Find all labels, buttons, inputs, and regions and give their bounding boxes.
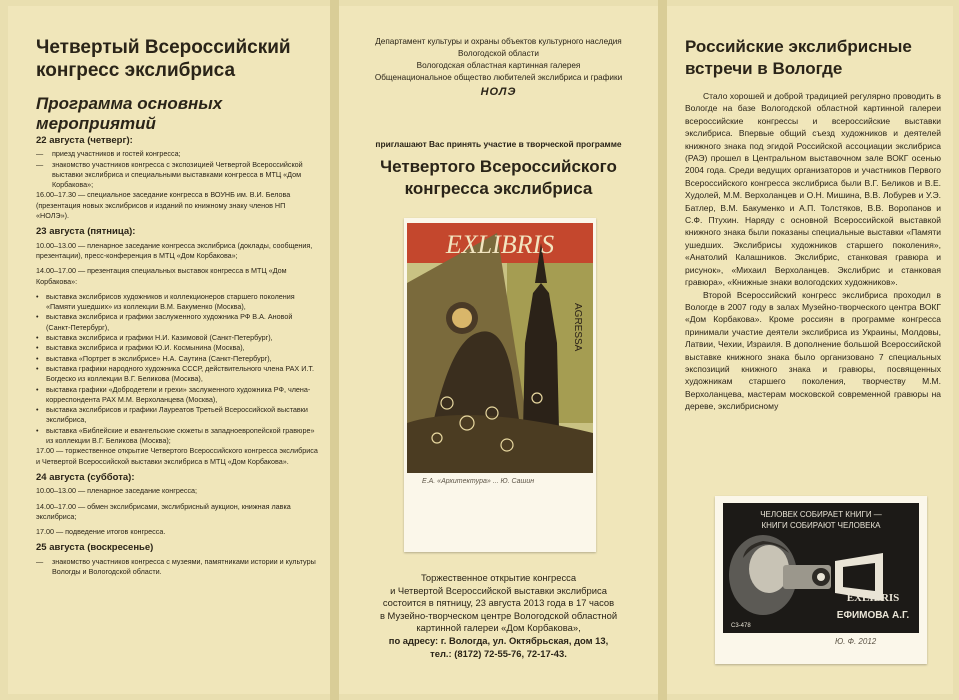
day-heading: 24 августа (суббота): (36, 471, 135, 483)
schedule-item: 10.00–13.00 — пленарное заседание конгресса; (36, 486, 198, 496)
schedule-item: 14.00–17.00 — обмен экслибрисами, экслибрисный аукцион, книжная лавка экслибриса; (36, 501, 291, 521)
left-panel (8, 6, 330, 694)
schedule-item: 16.00–17.30 — специальное заседание конгресса в ВОУНБ им. В.И. Белова (презентация новых экслибрисов и изданий по книжному знаку членов НП «НОЛЭ»). (36, 190, 291, 221)
middle-panel (339, 6, 658, 694)
opening-line: картинной галереи «Дом Корбакова», (416, 622, 581, 634)
fold-line-2 (658, 0, 667, 700)
right-panel (667, 6, 953, 694)
program-schedule (36, 130, 318, 577)
bookplate-signature: Е.А. «Архитектура» ... Ю. Сашин (422, 478, 535, 485)
exlibris-motto-2: КНИГИ СОБИРАЮТ ЧЕЛОВЕКА (761, 521, 881, 530)
exlibris-motto-1: ЧЕЛОВЕК СОБИРАЕТ КНИГИ — (760, 510, 882, 519)
history-text (685, 90, 941, 413)
opening-line: и Четвертой Всероссийской выставки экслибриса (390, 584, 607, 596)
phone: тел.: (8172) 72-55-76, 72-17-43. (430, 647, 567, 659)
schedule-item: 17.00 — подведение итогов конгресса. (36, 527, 166, 537)
program-title: Четвертый Всероссийский конгресс экслибриса (36, 37, 291, 81)
schedule-item: 14.00–17.00 — презентация специальных выставок конгресса в МТЦ «Дом Корбакова»: (36, 266, 287, 286)
organizer-line: Вологодской области (457, 49, 539, 58)
schedule-item: — знакомство участников конгресса с экспозицией Четвертой Всероссийской выставки экслибриса и специальными выставками конгресса в МТЦ «Дом Корбакова»; (36, 160, 318, 191)
exlibris-card (715, 496, 927, 664)
opening-line: в Музейно-творческом центре Вологодской областной (379, 609, 618, 621)
organizers (353, 36, 644, 98)
day-heading: 25 августа (воскресенье) (36, 542, 154, 554)
schedule-item: • выставка графики «Добродетели и грехи» заслуженного художника РФ, члена-корреспондента РАХ М.М. Верхоланцева (Москва), (36, 385, 318, 406)
schedule-item: • выставка экслибрисов художников и коллекционеров старшего поколения «Памяти ушедших» из коллекции В.М. Бакуменко (Москва), (36, 292, 318, 313)
exlibris-word: EXLIBRIS (846, 592, 900, 604)
day-heading: 23 августа (пятница): (36, 226, 136, 238)
bookplate-card (404, 218, 596, 552)
organizer-line: Общенациональное общество любителей экслибриса и графики (374, 73, 623, 82)
schedule-item: • выставка «Библейские и евангельские сюжеты в западноевропейской гравюре» из коллекции В.Г. Беликова (Москва); (36, 426, 318, 447)
history-paragraph: Второй Всероссийский конгресс экслибриса проходил в Вологде в 2007 году в залах Музейно-творческого центра ВОКГ «Дом Корбакова». Кроме россиян в программе конгресса принимали участие деятели экслибриса из Украины, Молдовы, Латвии, Чехии, Израиля. В дополнение большой Всероссийской выставке книжного знака было организовано 7 специальных экспозиций книжного знака и гравюры, посвященных художникам старшего поколения, творчеству М.М. Верхоланцева, мастерам московской современной гравюры на дереве, экслибрисному (685, 289, 941, 412)
schedule-item: • выставка графики народного художника СССР, действительного члена РАХ И.Т. Богдеско из коллекции В.Г. Беликова (Москва), (36, 364, 318, 385)
schedule-item: 10.00–13.00 — пленарное заседание конгресса экслибриса (доклады, сообщения, презентации), пресс-конференция в МТЦ «Дом Корбакова»; (36, 240, 313, 260)
schedule-item: — знакомство участников конгресса с музеями, памятниками истории и культуры Вологды и Вологодской области. (36, 557, 318, 578)
organizer-line: Департамент культуры и охраны объектов культурного наследия (375, 37, 622, 46)
address: по адресу: г. Вологда, ул. Октябрьская, дом 13, (388, 634, 609, 646)
bookplate-image (407, 223, 593, 473)
bookplate-side-text: AGRESSA (572, 303, 583, 352)
schedule-item: • выставка «Портрет в экслибрисе» Н.А. Саутина (Санкт-Петербург), (36, 354, 318, 364)
exlibris-code: С3-478 (731, 623, 751, 629)
schedule-item: • выставка экслибриса и графики Н.И. Казимовой (Санкт-Петербург), (36, 333, 318, 343)
schedule-item: 17.00 — торжественное открытие Четвертого Всероссийского конгресса экслибриса и Четвертой Всероссийской выставки экслибриса в МТЦ «Дом Корбакова». (36, 446, 318, 466)
schedule-item: — приезд участников и гостей конгресса; (36, 149, 318, 159)
opening-line: Торжественное открытие конгресса (420, 572, 577, 583)
schedule-item: • выставка экслибриса и графики Ю.И. Космынина (Москва), (36, 343, 318, 353)
opening-announcement (353, 572, 644, 660)
invitation-line: приглашают Вас принять участие в творческой программе (375, 139, 622, 149)
history-paragraph: Стало хорошей и доброй традицией регулярно проводить в Вологде на базе Вологодской областной картинной галереи всероссийские конгрессы и всероссийские выставки экслибриса. Впервые общий съезд художников и деятелей книжного знака под эгидой Российской ассоциации экслибриса (РАЭ) прошел в Центральном выставочном зале ВОКГ осенью 2004 года. Среди ведущих организаторов и участников Первого Всероссийского конгресса экслибриса были В.Г. Беликов и В.Е. Худолей, М.М. Верхоланцев и О.Н. Мишина, В.В. Лобурев и У.Э. Батлер, В.М. Бакуменко и А.П. Толстяков, В.В. Воропанов и С.Ф. Птухин. Наряду с основной Всероссийской выставкой книжного знака были показаны специальные выставки «Памяти ушедших. Экслибрисы художников старшего поколения», «Анатолий Калашников. Экслибрис, станковая гравюра и рисунок», «Михаил Верхоланцев. Экслибрис и станковая гравюра», «Книжные знаки вологодских художников». (685, 91, 941, 288)
history-title: Российские экслибрисные встречи в Вологде (685, 37, 912, 78)
schedule-item: • выставка экслибриса и графики заслуженного художника РФ В.А. Ановой (Санкт-Петербург), (36, 312, 318, 333)
exlibris-owner: ЕФИМОВА А.Г. (836, 610, 910, 621)
nole-logo: НОЛЭ (480, 86, 517, 98)
fold-line-1 (330, 0, 339, 700)
exlibris-image (723, 503, 919, 633)
day-heading: 22 августа (четверг): (36, 135, 133, 146)
exlibris-signature: Ю. Ф. 2012 (835, 637, 877, 646)
congress-title: Четвертого Всероссийского конгресса экслибриса (380, 157, 617, 198)
program-subtitle: Программа основных мероприятий (36, 94, 223, 133)
opening-line: состоится в пятницу, 23 августа 2013 года в 17 часов (382, 597, 615, 609)
schedule-item: • выставка экслибрисов и графики Лауреатов Третьей Всероссийской выставки экслибриса, (36, 405, 318, 426)
organizer-line: Вологодская областная картинная галерея (416, 61, 581, 70)
bookplate-text: EXLIBRIS (445, 230, 555, 259)
